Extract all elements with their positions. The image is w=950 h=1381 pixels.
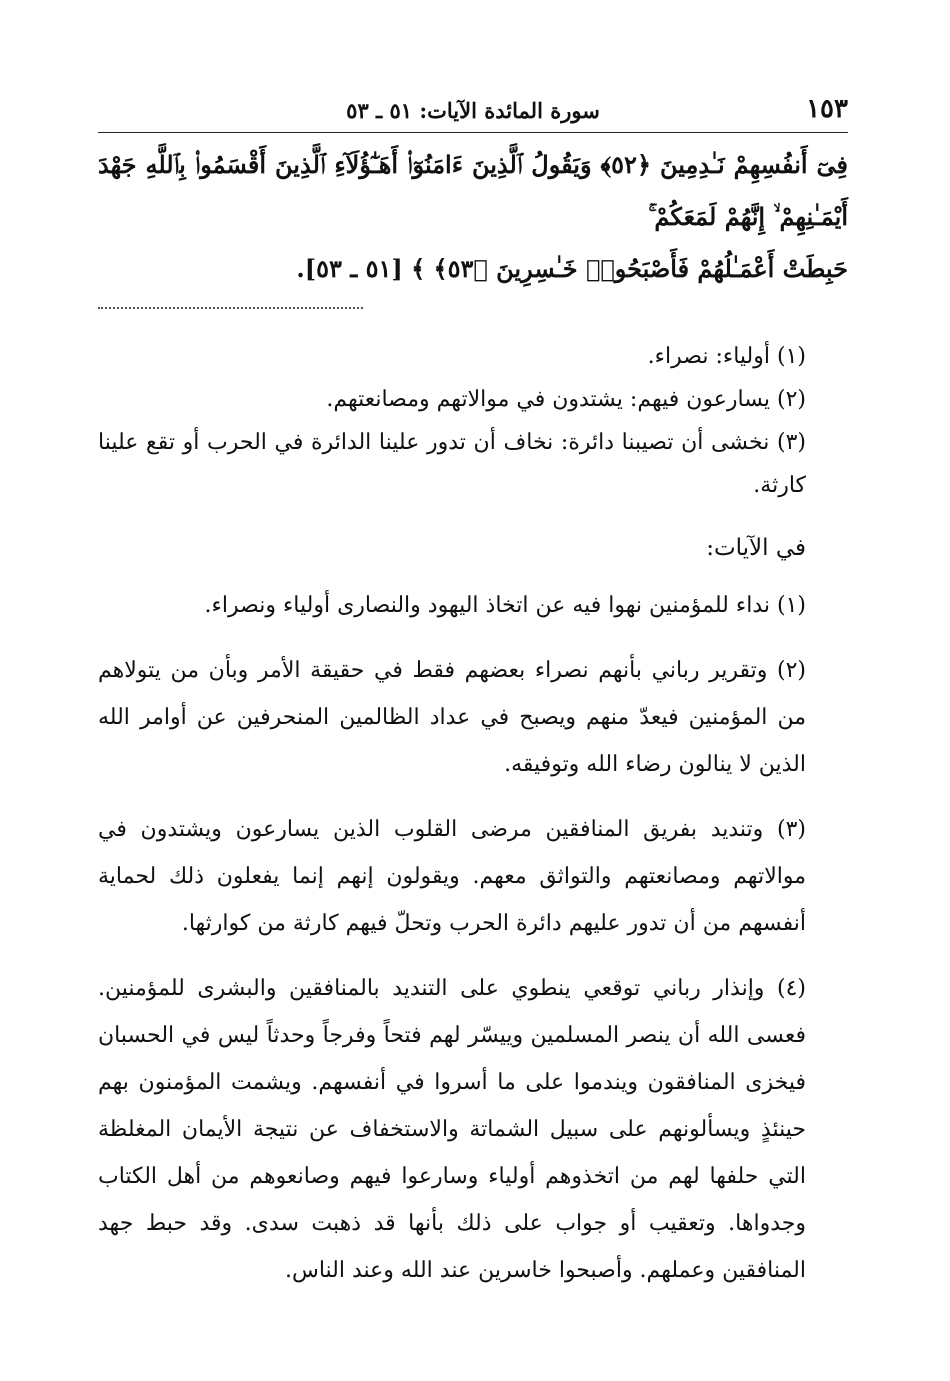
footnote: (١) أولياء: نصراء. [647, 344, 806, 369]
running-title: سورة المائدة الآيات: ٥١ ـ ٥٣ [346, 98, 600, 123]
page-header [98, 90, 848, 133]
quran-line: حَبِطَتْ أَعْمَـٰلُهُمْ فَأَصْبَحُوا۟ خَـٰسِرِينَ ﴿٥٣﴾ ﴾ [٥١ ـ ٥٣]. [296, 254, 848, 283]
quran-verses [98, 139, 848, 295]
commentary-paragraph: (٤) وإنذار رباني توقعي ينطوي على التنديد بالمنافقين والبشرى للمؤمنين. فعسى الله أن ينصر المسلمين وييسّر لهم فتحاً وفرجاً وحدثاً ليس في الحسبان فيخزى المنافقون ويندموا على ما أسروا في أنفسهم. ويشمت المؤمنون بهم حينئذٍ ويسألونهم على سبيل الشماتة والاستخفاف عن نتيجة الأيمان المغلظة التي حلفها لهم من اتخذوهم أولياء وسارعوا فيهم وصانعوهم من أهل الكتاب وجدواها. وتعقيب أو جواب على ذلك بأنها قد ذهبت سدى. وقد حبط جهد المنافقين وعملهم. وأصبحوا خاسرين عند الله وعند الناس. [98, 976, 806, 1283]
page-number: ١٥٣ [806, 94, 848, 124]
commentary-paragraph: (٣) وتنديد بفريق المنافقين مرضى القلوب الذين يسارعون ويشتدون في موالاتهم ومصانعتهم والتواثق معهم. ويقولون إنهم إنما يفعلون ذلك لحماية أنفسهم من أن تدور عليهم دائرة الحرب وتحلّ فيهم كارثة من كوارثها. [98, 817, 806, 936]
quran-line: فِىٓ أَنفُسِهِمْ نَـٰدِمِينَ ﴿٥٢﴾ وَيَقُولُ ٱلَّذِينَ ءَامَنُوٓا۟ أَهَـٰٓؤُلَآءِ ٱلَّذِينَ أَقْسَمُوا۟ بِٱللَّهِ جَهْدَ أَيْمَـٰنِهِمْ ۙ إِنَّهُمْ لَمَعَكُمْ ۚ [98, 150, 848, 231]
footnote-separator [98, 307, 363, 309]
section-heading: في الآيات: [706, 535, 806, 561]
commentary-paragraph: (١) نداء للمؤمنين نهوا فيه عن اتخاذ اليهود والنصارى أولياء ونصراء. [204, 593, 806, 618]
commentary-paragraph: (٢) وتقرير رباني بأنهم نصراء بعضهم فقط في حقيقة الأمر وبأن من يتولاهم من المؤمنين فيعدّ منهم ويصبح في عداد الظالمين المنحرفين عن أوامر الله الذين لا ينالون رضاء الله وتوفيقه. [98, 658, 806, 777]
footnote: (٣) نخشى أن تصيبنا دائرة: نخاف أن تدور علينا الدائرة في الحرب أو تقع علينا كارثة. [98, 430, 806, 498]
commentary-points [98, 582, 848, 1294]
footnote: (٢) يسارعون فيهم: يشتدون في موالاتهم ومصانعتهم. [326, 387, 806, 412]
footnotes [98, 335, 848, 507]
book-page [98, 90, 848, 1312]
